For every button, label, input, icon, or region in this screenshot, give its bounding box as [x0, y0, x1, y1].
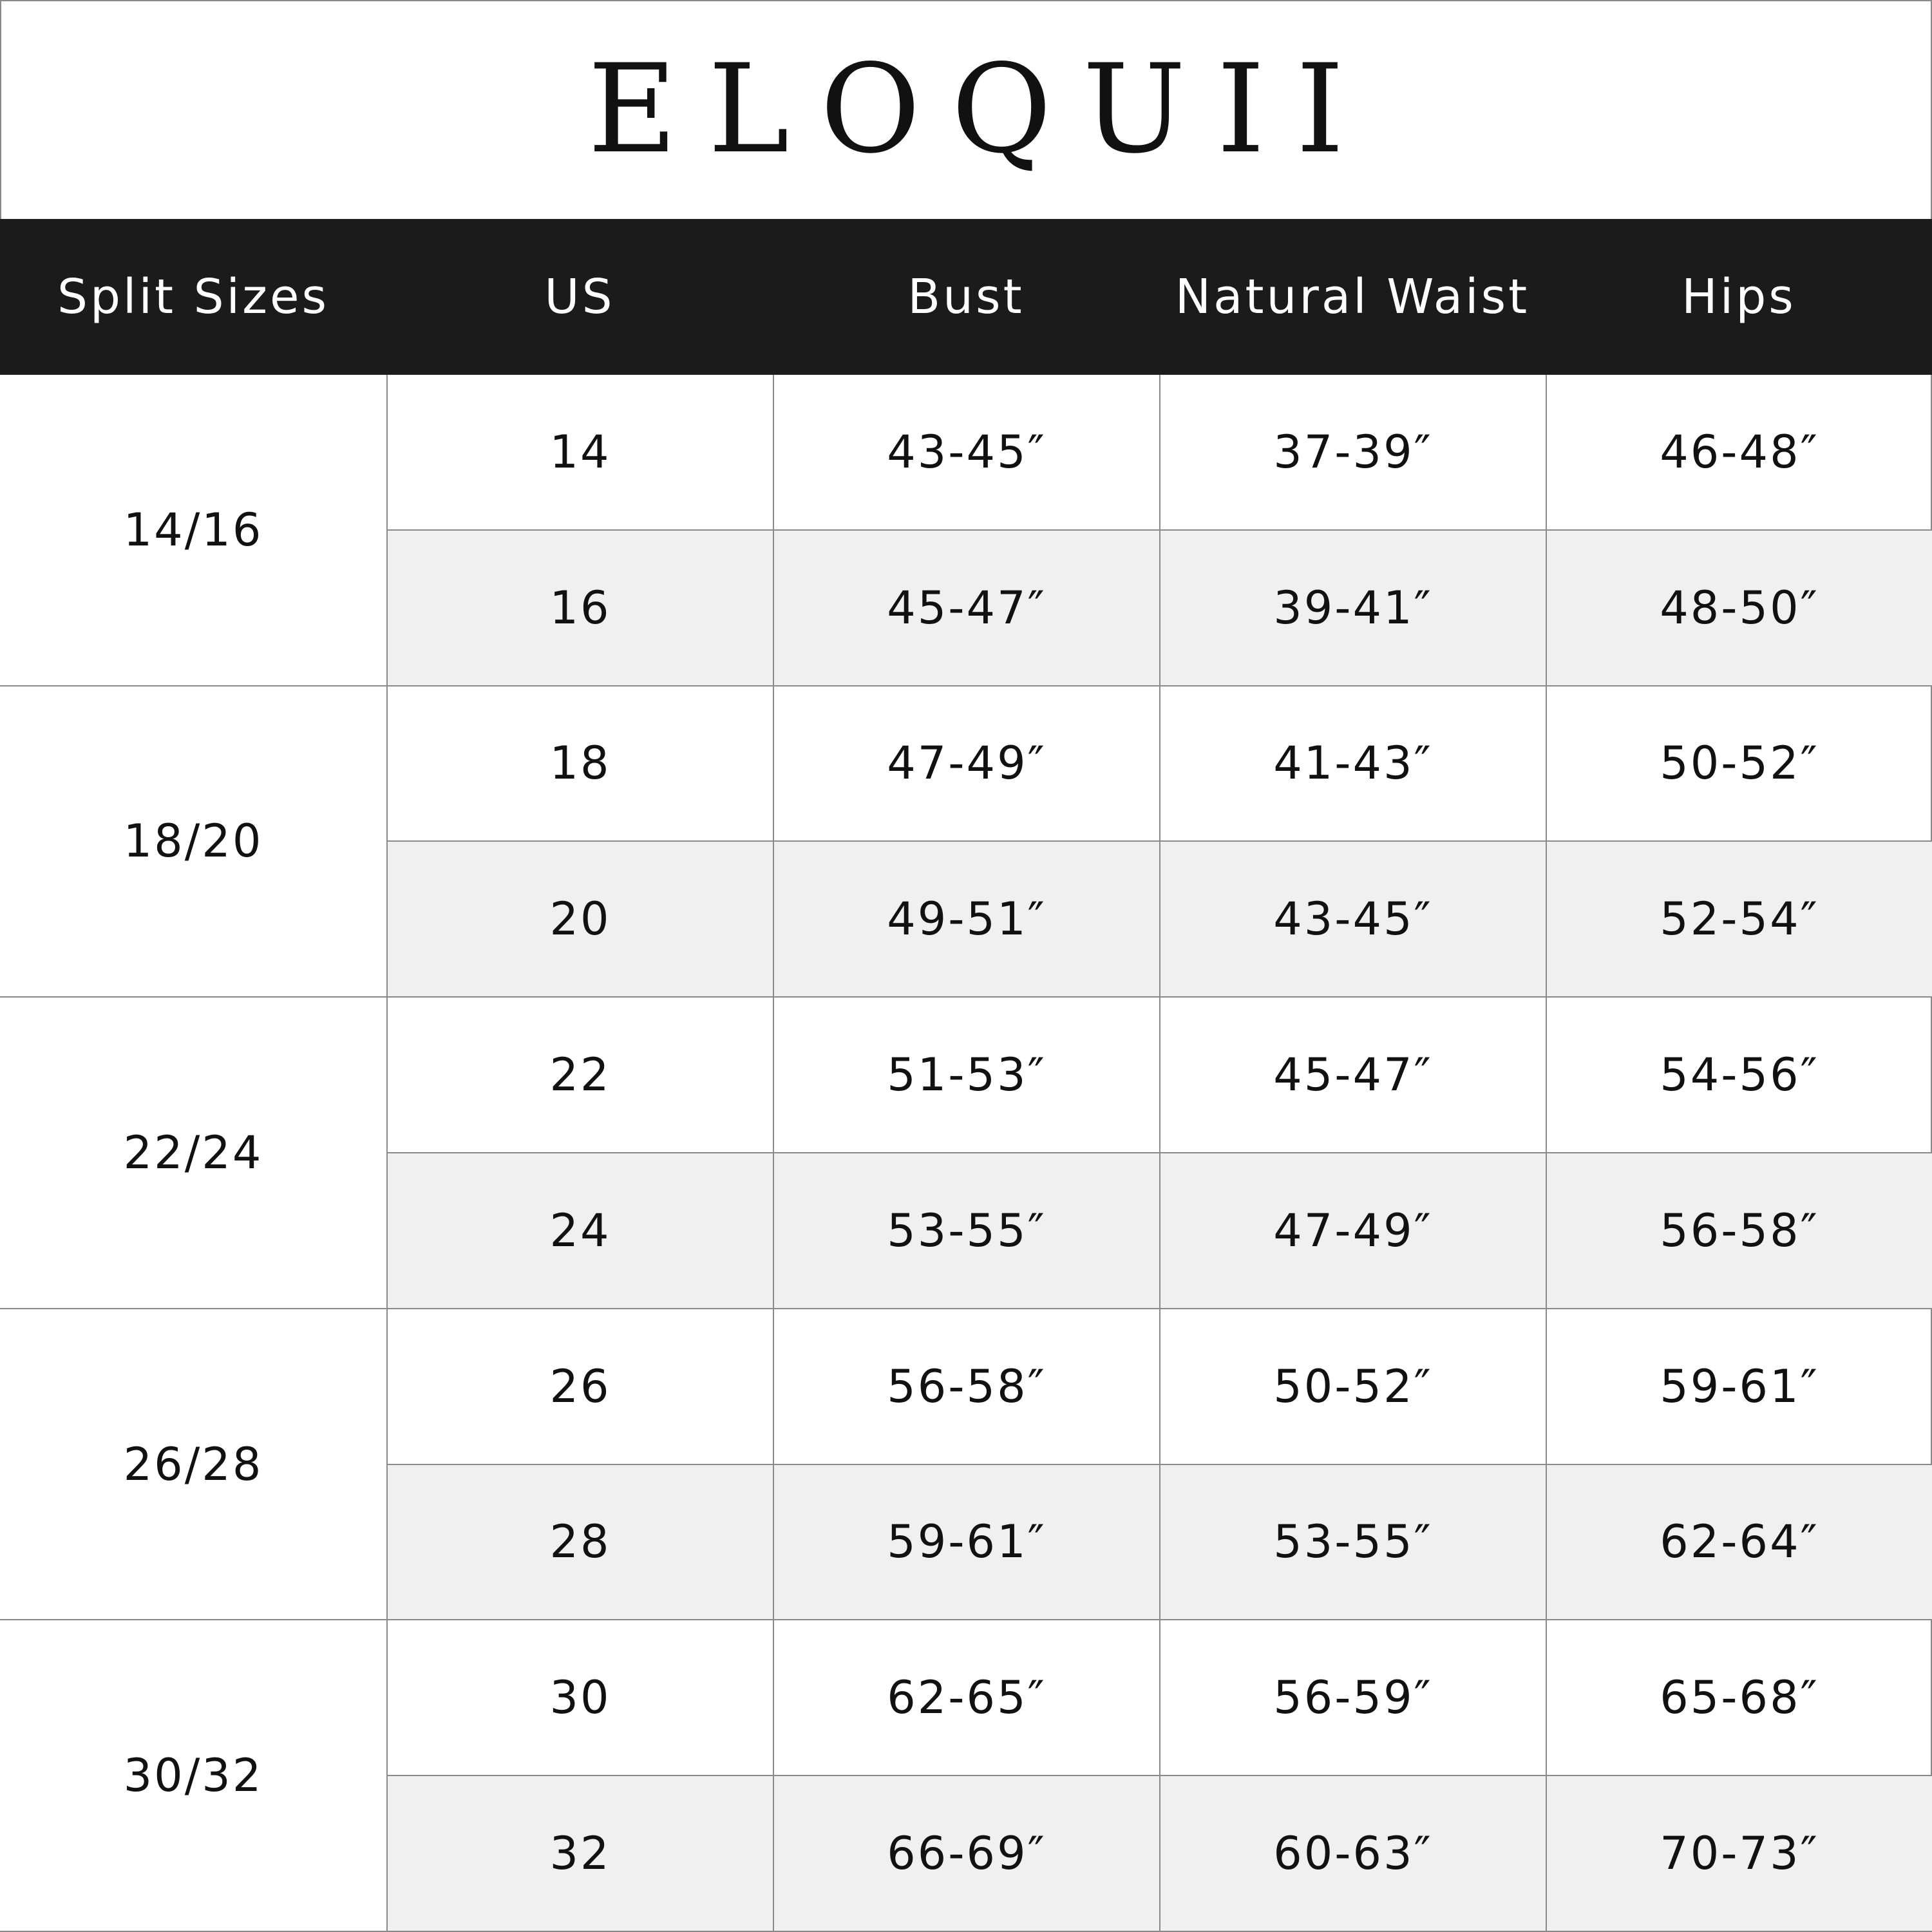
us-size-cell: 28	[386, 1465, 773, 1621]
header-bust: Bust	[907, 269, 1025, 325]
bust-cell: 51-53″	[773, 998, 1159, 1153]
split-size-cell: 22/24	[0, 998, 386, 1309]
brand-banner	[0, 0, 1932, 219]
bust-cell: 43-45″	[773, 375, 1159, 531]
waist-cell: 50-52″	[1159, 1309, 1546, 1465]
waist-cell: 39-41″	[1159, 531, 1546, 687]
us-size-cell: 30	[386, 1620, 773, 1776]
bust-cell: 47-49″	[773, 687, 1159, 842]
waist-cell: 47-49″	[1159, 1153, 1546, 1309]
hips-cell: 59-61″	[1546, 1309, 1932, 1465]
header-natural-waist: Natural Waist	[1175, 269, 1530, 325]
waist-cell: 45-47″	[1159, 998, 1546, 1153]
hips-cell: 48-50″	[1546, 531, 1932, 687]
bust-cell: 49-51″	[773, 842, 1159, 998]
bust-cell: 59-61″	[773, 1465, 1159, 1621]
hips-cell: 65-68″	[1546, 1620, 1932, 1776]
waist-cell: 53-55″	[1159, 1465, 1546, 1621]
brand-logo: ELOQUII	[587, 38, 1376, 180]
hips-cell: 70-73″	[1546, 1776, 1932, 1932]
waist-cell: 43-45″	[1159, 842, 1546, 998]
hips-cell: 62-64″	[1546, 1465, 1932, 1621]
hips-cell: 56-58″	[1546, 1153, 1932, 1309]
us-size-cell: 20	[386, 842, 773, 998]
header-hips: Hips	[1681, 269, 1796, 325]
header-us: US	[544, 269, 615, 325]
header-split-sizes: Split Sizes	[57, 269, 330, 325]
size-chart-header	[0, 219, 1932, 375]
hips-cell: 50-52″	[1546, 687, 1932, 842]
us-size-cell: 22	[386, 998, 773, 1153]
hips-cell: 54-56″	[1546, 998, 1932, 1153]
bust-cell: 56-58″	[773, 1309, 1159, 1465]
bust-cell: 53-55″	[773, 1153, 1159, 1309]
bust-cell: 62-65″	[773, 1620, 1159, 1776]
hips-cell: 46-48″	[1546, 375, 1932, 531]
split-size-cell: 30/32	[0, 1620, 386, 1932]
bust-cell: 45-47″	[773, 531, 1159, 687]
hips-cell: 52-54″	[1546, 842, 1932, 998]
waist-cell: 37-39″	[1159, 375, 1546, 531]
waist-cell: 56-59″	[1159, 1620, 1546, 1776]
us-size-cell: 24	[386, 1153, 773, 1309]
us-size-cell: 16	[386, 531, 773, 687]
us-size-cell: 14	[386, 375, 773, 531]
waist-cell: 41-43″	[1159, 687, 1546, 842]
waist-cell: 60-63″	[1159, 1776, 1546, 1932]
us-size-cell: 26	[386, 1309, 773, 1465]
bust-cell: 66-69″	[773, 1776, 1159, 1932]
split-size-cell: 26/28	[0, 1309, 386, 1621]
us-size-cell: 18	[386, 687, 773, 842]
split-size-cell: 14/16	[0, 375, 386, 687]
split-size-cell: 18/20	[0, 687, 386, 998]
us-size-cell: 32	[386, 1776, 773, 1932]
size-chart-body	[0, 375, 1932, 1932]
